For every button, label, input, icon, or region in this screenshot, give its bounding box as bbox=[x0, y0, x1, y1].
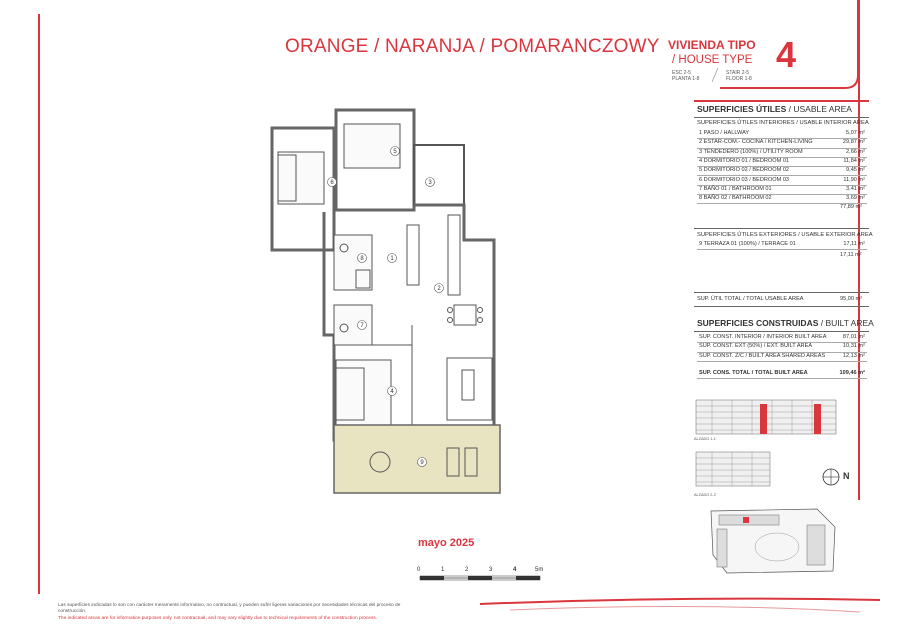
scale-label-3: 3 bbox=[489, 567, 493, 573]
room-marker-4 bbox=[388, 387, 397, 396]
row-label: 4 DORMITORIO 01 / BEDROOM 01 bbox=[699, 157, 790, 164]
page-title: ORANGE / NARANJA / POMARANCZOWY bbox=[285, 36, 660, 57]
table-row bbox=[697, 352, 867, 362]
svg-text:8: 8 bbox=[360, 256, 364, 262]
row-value: 9,45 m² bbox=[846, 167, 865, 174]
house-type-number: 4 bbox=[776, 34, 797, 75]
floor-plan bbox=[262, 100, 512, 500]
exterior-subhead: SUPERFICIES ÚTILES EXTERIORES / USABLE EXTERIOR AREA bbox=[697, 232, 873, 238]
row-label: 3 TENDEDERO (100%) / UTILITY ROOM bbox=[699, 148, 803, 155]
room-marker-2 bbox=[435, 284, 444, 293]
stair-info-en: STAIR 2-5 FLOOR 1-8 bbox=[726, 70, 752, 82]
total-usable-label: SUP. ÚTIL TOTAL / TOTAL USABLE AREA bbox=[697, 296, 804, 302]
elevation-1-drawing bbox=[692, 392, 842, 442]
row-value: 11,90 m² bbox=[843, 176, 865, 183]
row-label: SUP. CONST. EXT (50%) / EXT. BUILT AREA bbox=[699, 343, 813, 350]
usable-area-title: SUPERFICIES ÚTILES / USABLE AREA bbox=[697, 104, 852, 114]
scale-label-0: 0 bbox=[417, 567, 421, 573]
divider bbox=[694, 228, 869, 229]
row-label: 2 ESTAR-COM.- COCINA / KITCHEN-LIVING bbox=[699, 139, 813, 146]
row-value: 3,41 m² bbox=[846, 185, 865, 192]
row-label: 8 BAÑO 02 / BATHROOM 02 bbox=[699, 195, 772, 202]
room-marker-7 bbox=[358, 321, 367, 330]
house-type-label-en: / HOUSE TYPE bbox=[672, 54, 753, 66]
exterior-total: 17,11 m² bbox=[840, 252, 862, 258]
date-label: mayo 2025 bbox=[418, 537, 475, 549]
scale-label-4: 4 bbox=[513, 567, 517, 573]
svg-text:7: 7 bbox=[360, 323, 364, 329]
divider bbox=[694, 306, 869, 307]
divider bbox=[694, 117, 869, 118]
room-marker-6 bbox=[328, 178, 337, 187]
table-row bbox=[697, 240, 867, 250]
svg-text:5: 5 bbox=[393, 149, 397, 155]
room-marker-5 bbox=[391, 147, 400, 156]
divider-slash bbox=[710, 68, 720, 82]
svg-text:1: 1 bbox=[390, 256, 394, 262]
room-marker-1 bbox=[388, 254, 397, 263]
terrace-area bbox=[334, 425, 500, 493]
built-area-title: SUPERFICIES CONSTRUIDAS / BUILT AREA bbox=[697, 318, 874, 328]
divider bbox=[694, 292, 869, 293]
scale-label-5: 5m bbox=[535, 567, 544, 573]
room-marker-8 bbox=[358, 254, 367, 263]
disclaimer-es-2: construcción. bbox=[58, 609, 87, 614]
house-type-label: VIVIENDA TIPO bbox=[668, 38, 756, 52]
row-value: 29,87 m² bbox=[842, 139, 865, 146]
row-label: 9 TERRAZA 01 (100%) / TERRACE 01 bbox=[699, 241, 796, 247]
stair-info-es: ESC 2-5 PLANTA 1-8 bbox=[672, 70, 700, 82]
disclaimer-en: The indicated areas are for information purposes only, not contractual, and may vary slightly due to technical requirements of the construction process. bbox=[58, 616, 378, 621]
north-arrow-icon bbox=[820, 466, 842, 488]
elevation-2-drawing bbox=[692, 448, 782, 490]
table-row bbox=[697, 194, 867, 204]
row-value: 10,31 m² bbox=[842, 343, 865, 350]
frame-bottom-curve bbox=[480, 586, 880, 626]
interior-total: 77,89 m² bbox=[840, 204, 863, 210]
elevation-2-label: ALZADO 2-2' bbox=[694, 493, 717, 497]
section-divider bbox=[694, 100, 869, 102]
disclaimer-es: Las superficies indicadas lo son con carácter meramente informativo, no contractual, y pueden sufrir ligeras variaciones por necesidades técnicas del proceso de bbox=[58, 603, 401, 608]
total-usable-value: 95,00 m² bbox=[840, 296, 863, 302]
row-value: 17,11 m² bbox=[843, 241, 865, 247]
row-label: 1 PASO / HALLWAY bbox=[699, 130, 750, 136]
row-label: 6 DORMITORIO 03 / BEDROOM 03 bbox=[699, 176, 790, 183]
divider bbox=[694, 331, 869, 332]
svg-text:2: 2 bbox=[437, 286, 441, 292]
site-plan-drawing bbox=[707, 505, 839, 577]
row-label: 7 BAÑO 01 / BATHROOM 01 bbox=[699, 185, 772, 192]
row-value: 12,13 m² bbox=[842, 352, 865, 359]
built-total-row: SUP. CONS. TOTAL / TOTAL BUILT AREA 109,46 m² bbox=[697, 369, 867, 379]
room-marker-3 bbox=[426, 178, 435, 187]
svg-text:9: 9 bbox=[420, 460, 424, 466]
row-value: 5,07 m² bbox=[846, 130, 865, 136]
row-value: 11,84 m² bbox=[843, 157, 865, 164]
elevation-1-label: ALZADO 1-1' bbox=[694, 437, 717, 441]
svg-text:6: 6 bbox=[330, 180, 334, 186]
svg-text:4: 4 bbox=[390, 389, 394, 395]
interior-subhead: SUPERFICIES ÚTILES INTERIORES / USABLE INTERIOR AREA bbox=[697, 120, 869, 126]
north-label: N bbox=[843, 471, 850, 481]
row-label: SUP. CONST. INTERIOR / INTERIOR BUILT AREA bbox=[699, 334, 827, 340]
row-value: 2,66 m² bbox=[846, 148, 865, 155]
row-label: SUP. CONST. Z/C / BUILT AREA SHARED AREAS bbox=[699, 352, 826, 359]
svg-text:3: 3 bbox=[428, 180, 432, 186]
scale-label-1: 1 bbox=[441, 567, 445, 573]
row-value: 3,69 m² bbox=[846, 195, 865, 202]
frame-left-line bbox=[38, 14, 40, 594]
row-value: 87,01 m² bbox=[842, 334, 865, 340]
scale-label-2: 2 bbox=[465, 567, 469, 573]
room-marker-9 bbox=[418, 458, 427, 467]
row-label: 5 DORMITORIO 02 / BEDROOM 02 bbox=[699, 167, 790, 174]
scale-bar bbox=[418, 574, 548, 582]
